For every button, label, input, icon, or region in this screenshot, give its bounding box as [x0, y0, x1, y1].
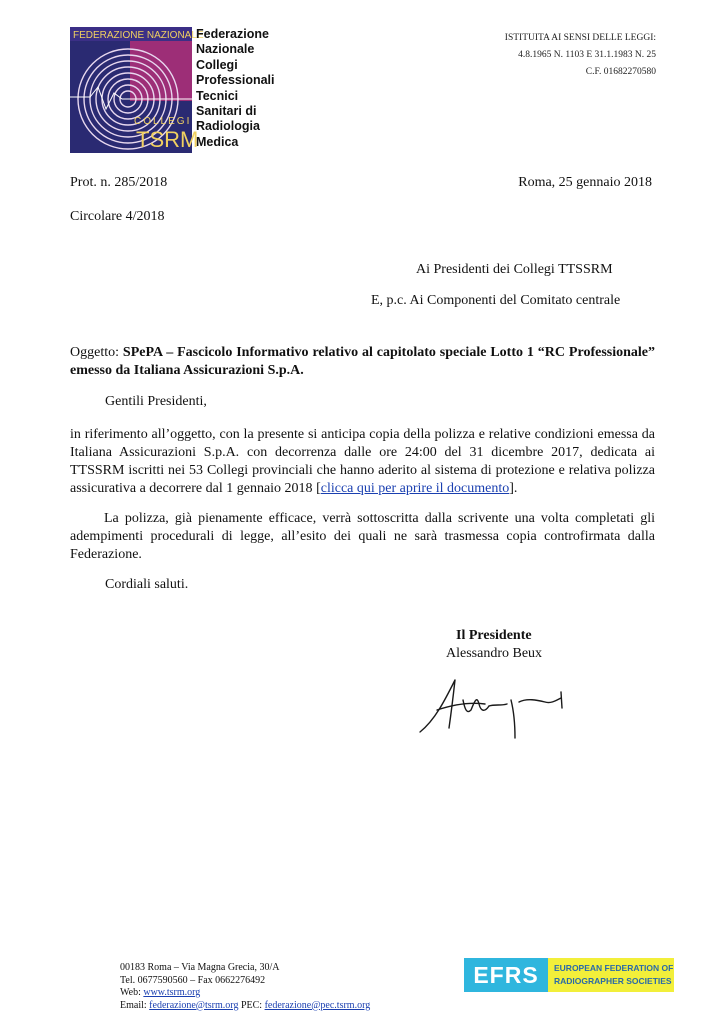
subject-text: SPePA – Fascicolo Informativo relativo al capitolato speciale Lotto 1 “RC Professionale” emesso da Italiana Assicurazioni S.p.A. [70, 345, 655, 378]
efrs-name-line: EUROPEAN FEDERATION OF [554, 963, 674, 973]
recipient-primary: Ai Presidenti dei Collegi TTSSRM [416, 262, 613, 277]
paragraph-2: La polizza, già pienamente efficace, verrà sottoscritta dalla scrivente una volta completati gli adempimenti procedurali di legge, all’esito dei quali ne sarà trasmessa copia controfirmata dalla Federazione. [70, 511, 655, 562]
footer-email [120, 1000, 370, 1013]
federation-logo [70, 27, 204, 153]
email-link[interactable]: federazione@tsrm.org [149, 999, 239, 1011]
org-name-line: Professionali [196, 73, 275, 88]
org-name-line: Medica [196, 134, 239, 149]
signature-title: Il Presidente [456, 628, 532, 643]
logo-text-collegi: COLLEGI [134, 116, 192, 127]
recipient-cc: E, p.c. Ai Componenti del Comitato centrale [371, 293, 621, 308]
footer-web [120, 987, 370, 1000]
footer-contacts [120, 962, 370, 1012]
org-name-line: Sanitari di [196, 104, 257, 119]
bracket-close: ]. [509, 481, 518, 496]
letter-date: Roma, 25 gennaio 2018 [518, 175, 652, 190]
website-link[interactable]: www.tsrm.org [143, 987, 201, 998]
pec-email-link[interactable]: federazione@pec.tsrm.org [264, 999, 371, 1011]
footer-address: 00183 Roma – Via Magna Grecia, 30/A [120, 962, 280, 973]
legal-line: ISTITUITA AI SENSI DELLE LEGGI: [504, 33, 656, 43]
org-name-line: Tecnici [196, 88, 239, 103]
bracket-open: [ [316, 481, 321, 496]
org-name-line: Collegi [196, 57, 238, 72]
logo-graphic [70, 27, 204, 153]
logo-text-top: FEDERAZIONE NAZIONALE [73, 30, 204, 41]
legal-line: 4.8.1965 N. 1103 E 31.1.1983 N. 25 [518, 50, 656, 60]
efrs-badge: EFRS [464, 958, 548, 992]
closing-salutation: Cordiali saluti. [105, 577, 189, 592]
footer-pec-label: PEC: [238, 999, 265, 1011]
paragraph-1-text: in riferimento all’oggetto, con la presente si anticipa copia della polizza e relative condizioni emessa da Italiana Assicurazioni S.p.A. con decorrenza dalle ore 24:00 del 31 dicembre 2017, dedicata ai TTSSRM iscritti nei 53 Collegi provinciali che hanno aderito al sistema di protezione e relativa polizza assicurativa a decorrere dal 1 gennaio 2018 [70, 427, 655, 496]
logo-text-tsrm: TSRM [136, 127, 199, 152]
subject-label: Oggetto: [70, 345, 123, 360]
footer-email-label: Email: [120, 999, 150, 1011]
efrs-full-name [554, 962, 673, 988]
efrs-logo [464, 958, 674, 992]
paragraph-1 [70, 426, 655, 498]
org-name-line: Radiologia [196, 119, 260, 134]
org-name-line: Federazione [196, 27, 269, 41]
open-document-link[interactable]: clicca qui per aprire il documento [320, 481, 510, 496]
footer-phone: Tel. 0677590560 – Fax 0662276492 [120, 974, 266, 986]
footer-web-label: Web: [120, 987, 144, 998]
signature-graphic [415, 670, 575, 745]
subject [70, 344, 655, 380]
legal-info [505, 30, 656, 81]
org-name [196, 27, 286, 150]
handwritten-signature [415, 670, 575, 745]
efrs-name-line: RADIOGRAPHER SOCIETIES [554, 976, 672, 986]
signature-name: Alessandro Beux [446, 646, 543, 661]
protocol-number: Prot. n. 285/2018 [70, 175, 168, 190]
circular-number: Circolare 4/2018 [70, 209, 165, 224]
legal-line: C.F. 01682270580 [585, 67, 656, 77]
greeting: Gentili Presidenti, [105, 394, 207, 409]
org-name-line: Nazionale [196, 42, 255, 57]
